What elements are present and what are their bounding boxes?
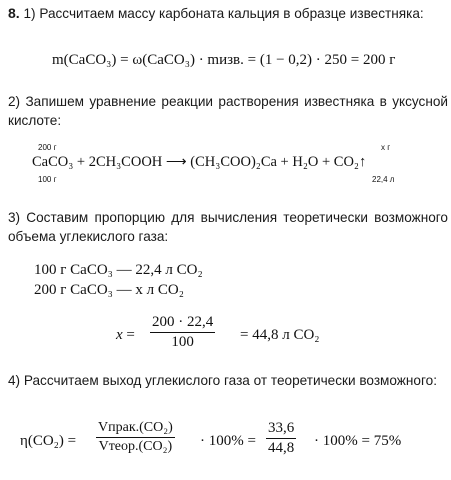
x-fraction	[150, 314, 215, 351]
yield-fraction-numbers	[266, 420, 296, 457]
x-denominator: 100	[171, 334, 194, 350]
problem-number: 8.	[8, 5, 20, 21]
step-1-description: 1) Рассчитаем массу карбоната кальция в образце известняка:	[23, 6, 424, 21]
mass-formula: m(CaCO₃) = ω(CaCO₃) · mизв. = (1 − 0,2) · 250 = 200 г	[52, 52, 396, 68]
molar-mass-below-caco3: 100 г	[38, 175, 57, 184]
x-above-co2: x г	[381, 143, 391, 152]
step-1-text	[8, 4, 448, 23]
step-1-formula	[52, 52, 395, 69]
yield-fraction-volumes	[96, 420, 175, 455]
yield-lhs: η(CO₂) =	[20, 433, 77, 449]
x-result: = 44,8 л CO₂	[240, 327, 320, 343]
volume-below-co2: 22,4 л	[372, 175, 395, 184]
yield-result: · 100% = 75%	[314, 433, 402, 449]
reaction-equation: CaCO₃ + 2CH₃COOH ⟶ (CH₃COO)₂Ca + H₂O + CO₂↑	[32, 154, 367, 170]
yield-multiply-1: · 100% =	[200, 433, 256, 449]
proportion-line-1: 100 г CaCO₃ — 22,4 л CO₂	[34, 262, 203, 278]
step-2-text: 2) Запишем уравнение реакции растворения известняка в уксусной кислоте:	[8, 94, 448, 128]
proportion-line-2: 200 г CaCO₃ — x л CO₂	[34, 282, 184, 298]
practical-volume: Vпрак.(CO₂)	[96, 420, 175, 438]
numerator-33-6: 33,6	[266, 420, 296, 439]
x-numerator: 200 · 22,4	[150, 314, 215, 333]
step-4-text: 4) Рассчитаем выход углекислого газа от теоретически возможного:	[8, 373, 437, 388]
mass-above-caco3: 200 г	[38, 143, 57, 152]
denominator-44-8: 44,8	[268, 440, 295, 456]
theoretical-volume: Vтеор.(CO₂)	[98, 439, 173, 454]
step-3-text: 3) Составим пропорцию для вычисления теоретически возможного объема углекислого газа:	[8, 210, 448, 244]
x-equals: x =	[116, 327, 135, 343]
